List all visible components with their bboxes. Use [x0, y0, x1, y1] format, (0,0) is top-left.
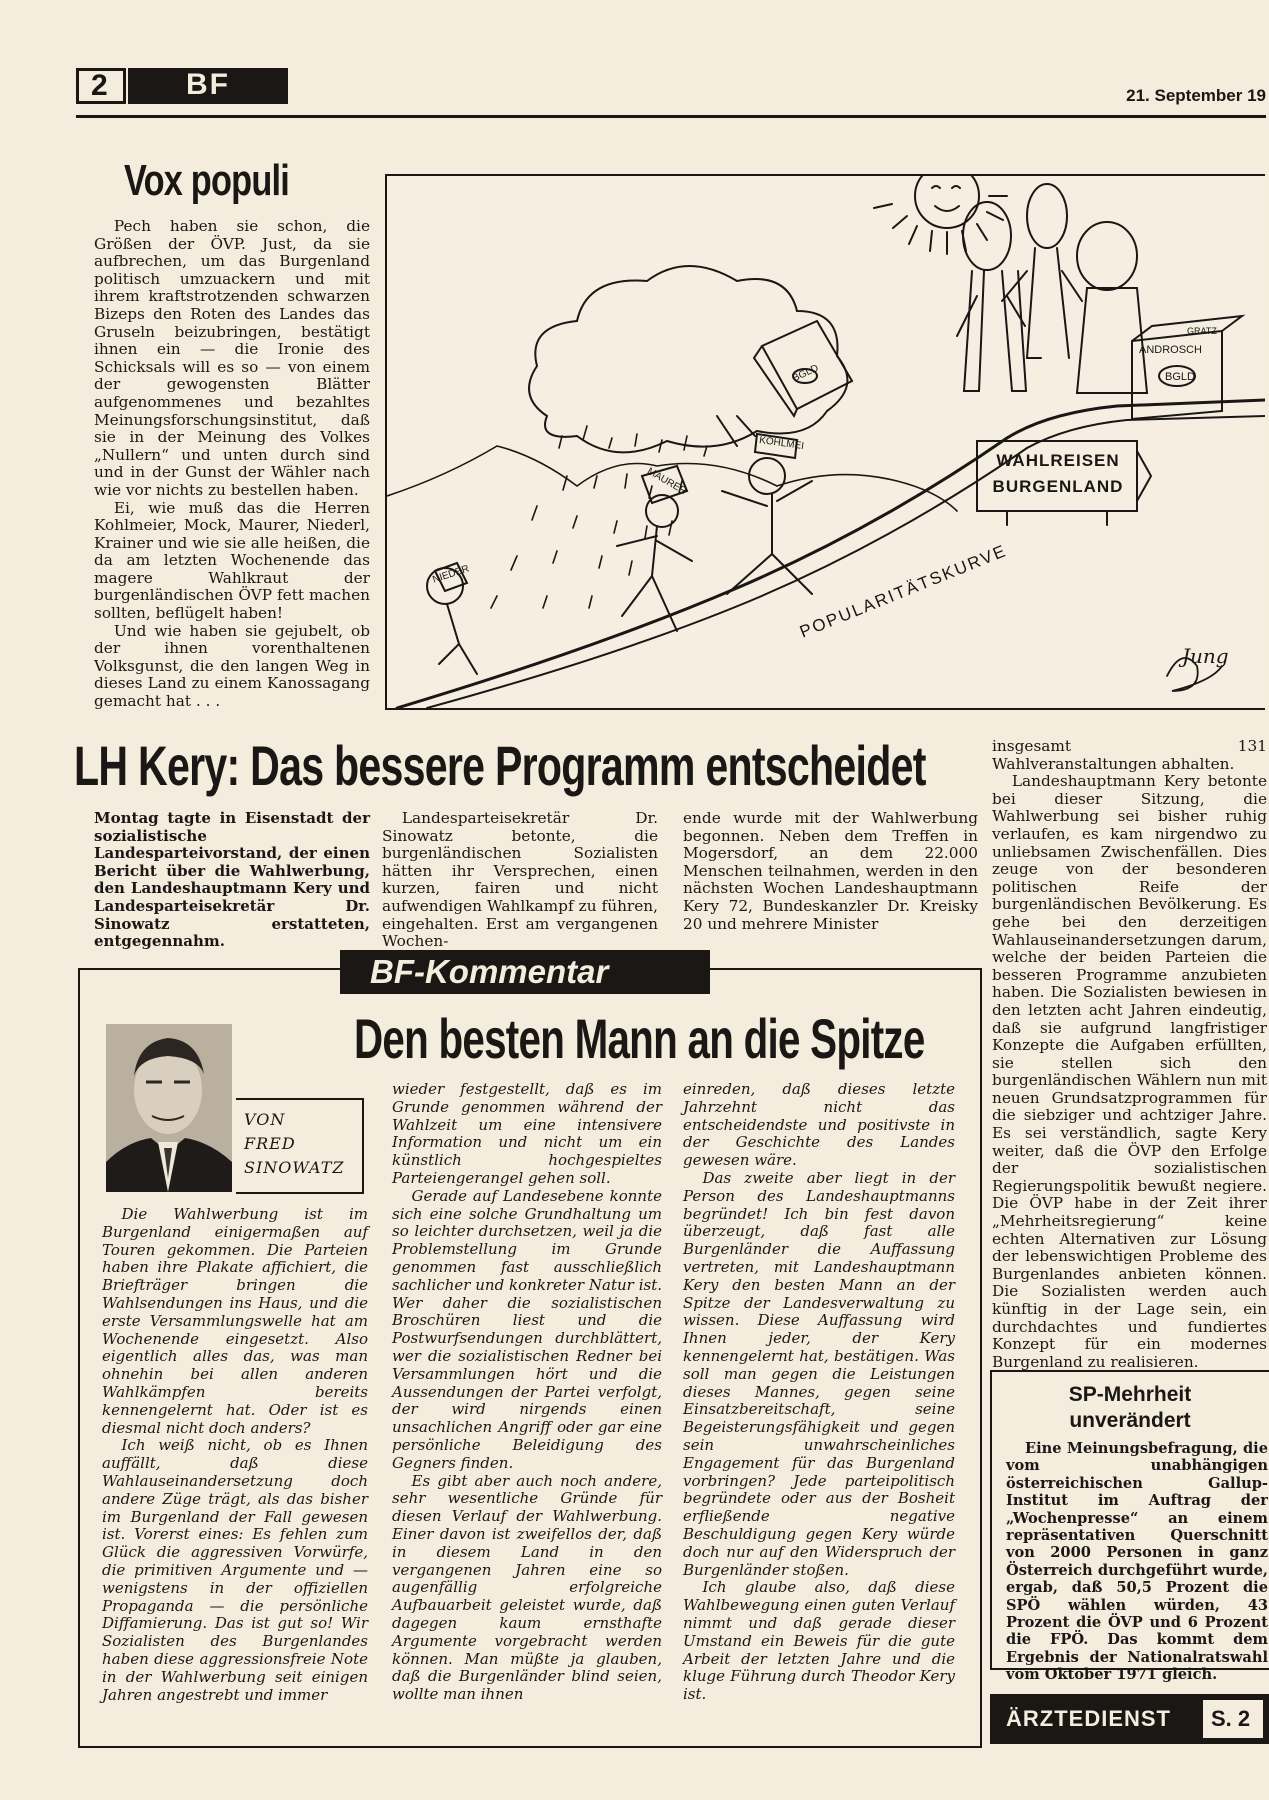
kommentar-col-2: [392, 1081, 662, 1704]
main-col-3-text: ende wurde mit der Wahlwerbung begonnen. Neben dem Treffen in Mogersdorf, an dem 22.000 Menschen teilnahmen, werden in den nächsten Wochen Landeshauptmann Kery 72, Bundeskanzler Dr. Kreisky 20 und mehrere Minister: [683, 809, 978, 933]
sun-drawing: [874, 176, 1007, 254]
main-col-4-text-2: Landeshauptmann Kery betonte bei dieser Sitzung, die Wahlwerbung sei bisher ruhig verlaufen, es kam nirgendwo zu unliebsamen Zwischenfällen. Dies zeuge von der besonderen politischen Reife der burgenländischen Bevölkerung. Es gehe bei den derzeitigen Wahlauseinandersetzungen darum, welche der beiden Parteien die besseren Programme anzubieten haben. Die Sozialisten bewiesen in den letzten acht Jahren eindeutig, daß sie aufgrund langfristiger Konzepte die Aufgaben erfüllten, sie stellen sich den burgenländischen Wählern nun mit neuen Grundsatzprogrammen für die siebziger und achtziger Jahre. Es sei verständlich, sagte Kery weiter, daß die ÖVP den Erfolge der sozialistischen Regierungspolitik bewußt negiere. Die ÖVP habe in der Zeit ihrer „Mehrheitsregierung“ keine echten Alternativen zur Lösung der lebenswichtigen Probleme des Burgenlandes anbieten können. Die Sozialisten werden auch künftig in der Lage sein, ein durchdachtes und fundiertes Konzept für ein modernes Burgenland zu realisieren.: [992, 772, 1267, 1371]
cloud-drawing: [529, 266, 847, 452]
page-number-box: [76, 68, 126, 104]
vox-paragraph: Pech haben sie schon, die Größen der ÖVP. Just, da sie aufbrechen, um das Burgenland politisch umzuackern und mit ihrem kraftstrotzenden schwarzen Bizeps den Roten des Landes das Gruseln beizubringen, bestätigt ihnen ein — die Ironie des Schicksals will es so — von einem der gewogensten Blätter aufgenommenes und bezahltes Meinungsforschungsinstitut, daß sie in der Meinung des Volkes „Nullern“ und unten durch sind und in der Gunst der Wähler nach wie vor nichts zu bestellen haben.: [94, 217, 370, 499]
byline-first-name: FRED: [244, 1134, 296, 1153]
main-col-2: [382, 810, 658, 951]
author-portrait: [106, 1024, 232, 1192]
cartoon-frame: [385, 174, 1265, 710]
kommentar-headline: Den besten Mann an die Spitze: [354, 1007, 925, 1070]
vox-populi-title: Vox populi: [124, 156, 290, 205]
figure-label-nieder: NIEDER: [431, 563, 471, 586]
issue-date: 21. September 19: [1126, 86, 1266, 105]
kommentar-paragraph: Die Wahlwerbung ist im Burgenland einigermaßen auf Touren gekommen. Die Parteien haben ihre Plakate affichiert, die Briefträger bringen die Wahlsendungen ins Haus, und die erste Versammlungswelle hat am Wochenende eingesetzt. Also eigentlich alles das, was man ohnehin bei allen anderen Wahlkämpfen bereits kennengelernt hat. Oder ist es diesmal nicht doch anders?: [102, 1205, 368, 1437]
main-headline: LH Kery: Das bessere Programm entscheidet: [74, 734, 926, 797]
aerztedienst-page-ref-box: [1203, 1700, 1263, 1738]
summit-crate-label-2: BGLD: [1165, 371, 1195, 383]
vox-populi-body: [94, 218, 370, 711]
sp-box-title: [992, 1382, 1268, 1434]
main-lead: [94, 810, 370, 951]
sp-box: [990, 1370, 1269, 1684]
byline-von: VON: [244, 1110, 286, 1129]
masthead-logo: BF: [186, 68, 230, 101]
byline-box: [236, 1098, 364, 1194]
page-header: [76, 68, 1266, 118]
kommentar-banner-text: BF-Kommentar: [370, 953, 609, 990]
kommentar-col-1: [102, 1206, 368, 1704]
header-rule: [76, 115, 1266, 118]
sp-box-title-2: unverändert: [1069, 1409, 1191, 1432]
main-col-4-text-1: insgesamt 131 Wahlveranstaltungen abhalten.: [992, 737, 1267, 773]
byline-last-name: SINOWATZ: [244, 1158, 345, 1177]
figure-label-kohlmeier: KOHLMEI: [758, 434, 805, 453]
popularity-curve: [397, 400, 1265, 708]
curve-label: POPULARITÄTSKURVE: [797, 540, 1010, 642]
main-col-2-text: Landesparteisekretär Dr. Sinowatz betonte, die burgenländischen Sozialisten hätten ihr Versprechen, einen kurzen, fairen und nicht aufwendigen Wahlkampf zu führen, eingehalten. Erst am vergangenen Wochen-: [382, 809, 658, 951]
kommentar-paragraph: wieder festgestellt, daß es im Grunde genommen während der Wahlzeit um eine intensivere Information und nicht um ein künstlich hochgespieltes Parteiengerangel gehen soll.: [392, 1080, 662, 1187]
main-col-3: [683, 810, 978, 933]
portrait-drawing: [106, 1024, 232, 1192]
summit-crate-label-3: GRATZ: [1187, 326, 1217, 336]
aerztedienst-page-ref: S. 2: [1211, 1706, 1251, 1731]
falling-crate-label: BGLD: [790, 362, 821, 385]
men-on-summit: [957, 184, 1147, 393]
masthead-bar: [128, 68, 288, 104]
kommentar-paragraph: Gerade auf Landesebene konnte sich eine solche Grundhaltung um so leichter durchsetzen, weil ja die Problemstellung im Grunde genommen fast ausschließlich sachlicher und konkreter Natur ist. Wer daher die sozialistischen Broschüren liest und die Postwurfsendungen durchblättert, wer die sozialistischen Redner bei Versammlungen hört und die Aussendungen der Partei verfolgt, der wird nirgends einen unsachlichen Angriff oder gar eine persönliche Beleidigung des Gegners finden.: [392, 1186, 662, 1472]
vox-paragraph: Ei, wie muß das die Herren Kohlmeier, Mock, Maurer, Niederl, Krainer und wie sie alle heißen, die da am letzten Wochenende das magere Wahlkraut der burgenländischen ÖVP fett machen sollten, beflügelt haben!: [94, 498, 370, 623]
rain-drawing: [491, 426, 707, 608]
byline-text: [244, 1108, 345, 1180]
kommentar-paragraph: Ich weiß nicht, ob es Ihnen auffällt, daß diese Wahlauseinandersetzung doch andere Züge trägt, als das bisher im Burgenland der Fall gewesen ist. Vorerst eines: Es fehlen zum Glück die aggressiven Vorwürfe, die primitiven Argumente und — wenigstens in der offiziellen Propaganda — die persönliche Diffamierung. Das ist gut so! Wir Sozialisten des Burgenlandes haben diese aggressionsfreie Note in der Wahlwerbung seit einigen Jahren angestrebt und immer: [102, 1436, 368, 1704]
vox-paragraph: Und wie haben sie gejubelt, ob der ihnen vorenthaltenen Volksgunst, die den langen Weg in dieses Land zu einem Kanossagang gemacht hat . . .: [94, 621, 370, 711]
kommentar-paragraph: Es gibt aber auch noch andere, sehr wesentliche Gründe für diesen Verlauf der Wahlwerbung. Einer davon ist zweifellos der, daß in diesem Land in den vergangenen Jahren eine so augenfällig erfolgreiche Aufbauarbeit geleistet wurde, daß dagegen kaum ernsthafte Argumente vorgebracht werden können. Man müßte ja glauben, daß die Burgenländer blind seien, wollte man ihnen: [392, 1471, 662, 1704]
main-lead-text: Montag tagte in Eisenstadt der sozialistische Landesparteivorstand, der einen Bericht über die Wahlwerbung, den Landeshauptmann Kery und Landesparteisekretär Dr. Sinowatz erstatteten, entgegennahm.: [94, 809, 370, 951]
kommentar-paragraph: Ich glaube also, daß diese Wahlbewegung einen guten Verlauf nimmt und daß gerade dieser Umstand ein Beweis für die gute Arbeit der letzten Jahre und die kluge Führung durch Theodor Kery ist.: [683, 1578, 955, 1704]
sp-box-paragraph: Eine Meinungsbefragung, die vom unabhängigen österreichischen Gallup-Institut im Auftrag der „Wochenpresse“ an einem repräsentativen Querschnitt von 2000 Personen in ganz Österreich durchgeführt wurde, ergab, daß 50,5 Prozent die SPÖ wählen würden, 43 Prozent die ÖVP und 6 Prozent die FPÖ. Das kommt dem Ergebnis der Nationalratswahl vom Oktober 1971 gleich.: [1006, 1440, 1268, 1684]
figure-label-maurer: MAURER: [645, 465, 689, 498]
summit-crate-label-1: ANDROSCH: [1139, 344, 1202, 356]
main-col-4: [992, 738, 1267, 1371]
kommentar-paragraph: einreden, daß dieses letzte Jahrzehnt nicht das entscheidendste und positivste in der Geschichte des Landes gewesen wäre.: [683, 1080, 955, 1170]
sign-line-2: BURGENLAND: [992, 477, 1124, 496]
aerztedienst-label: ÄRZTEDIENST: [1006, 1706, 1171, 1731]
sign-line-1: WAHLREISEN: [996, 451, 1120, 470]
kommentar-col-3: [683, 1081, 955, 1704]
kommentar-paragraph: Das zweite aber liegt in der Person des Landeshauptmanns begründet! Ich bin fest davon überzeugt, daß fast alle Burgenländer die Auffassung vertreten, mit Landeshauptmann Kery den besten Mann an der Spitze der Landesverwaltung zu wissen. Diese Auffassung wird Ihnen jeder, der Kery kennengelernt hat, bestätigen. Was soll man gegen die Leistungen dieses Mannes, gegen seine Einsatzbereitschaft, seine Begeisterungsfähigkeit und gegen sein unwahrscheinliches Engagement für das Burgenland vorbringen? Jede parteipolitisch begründete oder aus der Bosheit erfließende negative Beschuldigung gegen Kery würde doch nur auf den Widerspruch der Burgenländer stoßen.: [683, 1168, 955, 1579]
page-number: 2: [91, 69, 108, 102]
aerztedienst-box: [990, 1694, 1269, 1744]
kommentar-banner: [340, 950, 710, 994]
sign-text: [983, 448, 1133, 500]
sp-box-text: [1006, 1440, 1268, 1684]
sp-box-title-1: SP-Mehrheit: [1068, 1383, 1192, 1406]
cartoon-signature: Jung: [1182, 644, 1229, 668]
